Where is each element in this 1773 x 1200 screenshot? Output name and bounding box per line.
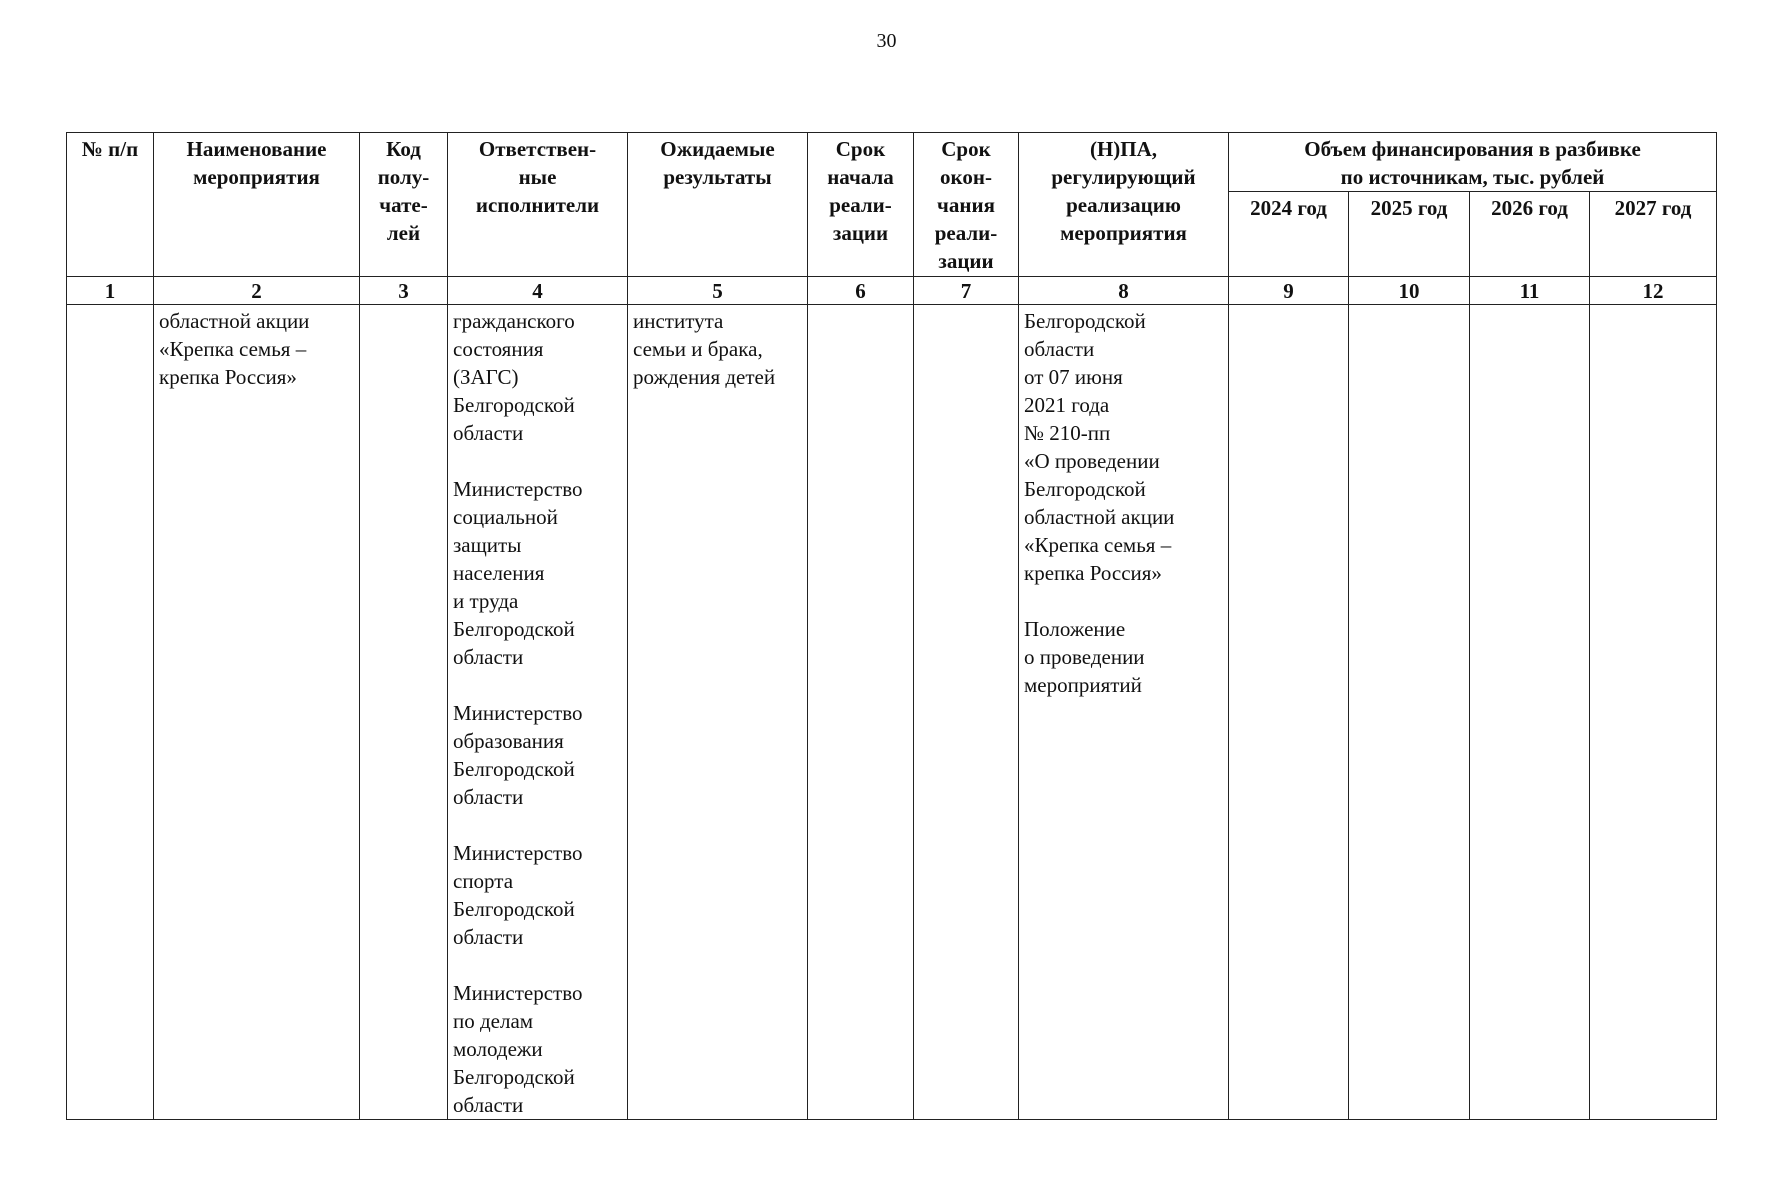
column-number: 4 xyxy=(448,277,628,305)
header-end-date: Срок окон- чания реали- зации xyxy=(914,133,1019,277)
cell-funding-2026 xyxy=(1470,305,1590,1120)
cell-regulating-act: Белгородской области от 07 июня 2021 года № 210-пп «О проведении Белгородской областной акции «Крепка семья – крепка Россия» Положение о проведении мероприятий xyxy=(1019,305,1229,1120)
header-funding-volume: Объем финансирования в разбивке по источникам, тыс. рублей xyxy=(1229,133,1717,192)
header-year-2027: 2027 год xyxy=(1590,192,1717,277)
column-number: 8 xyxy=(1019,277,1229,305)
page-number: 30 xyxy=(876,30,897,52)
column-number: 7 xyxy=(914,277,1019,305)
column-number-row xyxy=(67,277,1717,305)
cell-activity-name: областной акции «Крепка семья – крепка Россия» xyxy=(154,305,360,1120)
column-number: 2 xyxy=(154,277,360,305)
column-number: 9 xyxy=(1229,277,1349,305)
column-number: 6 xyxy=(808,277,914,305)
header-year-2026: 2026 год xyxy=(1470,192,1590,277)
cell-expected-results: института семьи и брака, рождения детей xyxy=(628,305,808,1120)
column-number: 10 xyxy=(1349,277,1470,305)
header-row xyxy=(67,133,1717,192)
cell-recipient-code xyxy=(360,305,448,1120)
table-row xyxy=(67,305,1717,1120)
cell-number xyxy=(67,305,154,1120)
column-number: 11 xyxy=(1470,277,1590,305)
cell-responsible-executors: гражданского состояния (ЗАГС) Белгородской области Министерство социальной защиты населения и труда Белгородской области Министерство образования Белгородской области Министерство спорта Белгородской области Министерство по делам молодежи Белгородской области xyxy=(448,305,628,1120)
header-responsible-executors: Ответствен- ные исполнители xyxy=(448,133,628,277)
cell-funding-2025 xyxy=(1349,305,1470,1120)
column-number: 1 xyxy=(67,277,154,305)
header-year-2024: 2024 год xyxy=(1229,192,1349,277)
column-number: 3 xyxy=(360,277,448,305)
column-number: 12 xyxy=(1590,277,1717,305)
cell-funding-2024 xyxy=(1229,305,1349,1120)
header-number: № п/п xyxy=(67,133,154,277)
column-number: 5 xyxy=(628,277,808,305)
header-regulating-act: (Н)ПА, регулирующий реализацию мероприятия xyxy=(1019,133,1229,277)
cell-funding-2027 xyxy=(1590,305,1717,1120)
cell-end-date xyxy=(914,305,1019,1120)
cell-start-date xyxy=(808,305,914,1120)
header-start-date: Срок начала реали- зации xyxy=(808,133,914,277)
activities-table xyxy=(66,132,1717,1120)
header-year-2025: 2025 год xyxy=(1349,192,1470,277)
header-recipient-code: Код полу- чате- лей xyxy=(360,133,448,277)
header-expected-results: Ожидаемые результаты xyxy=(628,133,808,277)
header-activity-name: Наименование мероприятия xyxy=(154,133,360,277)
